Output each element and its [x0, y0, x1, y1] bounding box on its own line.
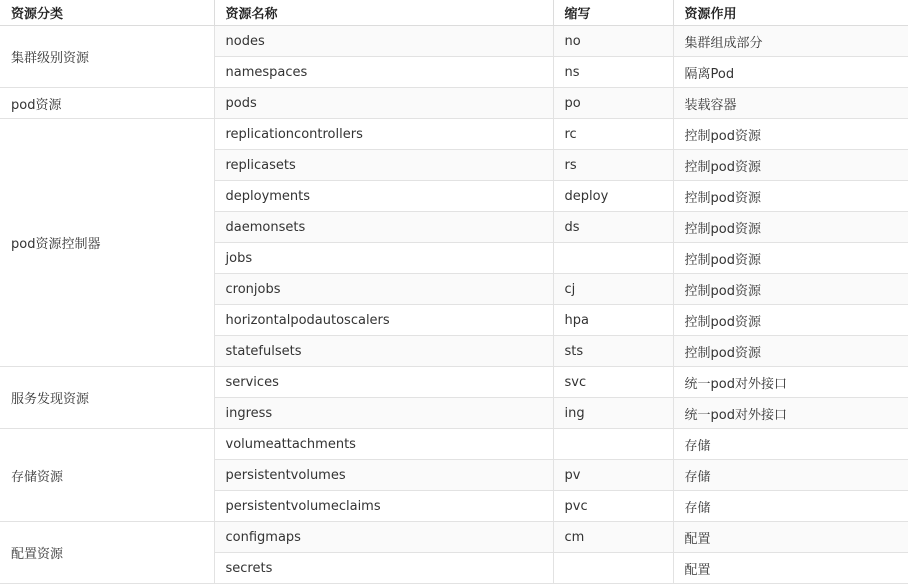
usage-cell: 控制pod资源 — [673, 181, 908, 212]
table-row — [0, 119, 908, 150]
short-name-cell: cm — [553, 522, 673, 553]
resource-name-cell: persistentvolumes — [214, 460, 553, 491]
resource-name-cell: deployments — [214, 181, 553, 212]
short-name-cell — [553, 553, 673, 584]
short-name-cell: hpa — [553, 305, 673, 336]
table-row — [0, 88, 908, 119]
header-row — [0, 0, 908, 26]
category-cell: pod资源控制器 — [0, 119, 214, 367]
short-name-cell: no — [553, 26, 673, 57]
usage-cell: 控制pod资源 — [673, 274, 908, 305]
usage-cell: 装载容器 — [673, 88, 908, 119]
short-name-cell: sts — [553, 336, 673, 367]
short-name-cell — [553, 429, 673, 460]
usage-cell: 隔离Pod — [673, 57, 908, 88]
resource-name-cell: nodes — [214, 26, 553, 57]
short-name-cell: rc — [553, 119, 673, 150]
resource-name-cell: services — [214, 367, 553, 398]
resource-name-cell: namespaces — [214, 57, 553, 88]
table-row — [0, 26, 908, 57]
resource-name-cell: cronjobs — [214, 274, 553, 305]
table-row — [0, 367, 908, 398]
resource-name-cell: persistentvolumeclaims — [214, 491, 553, 522]
usage-cell: 控制pod资源 — [673, 212, 908, 243]
table-header — [0, 0, 908, 26]
usage-cell: 存储 — [673, 491, 908, 522]
category-cell: 配置资源 — [0, 522, 214, 584]
usage-cell: 控制pod资源 — [673, 243, 908, 274]
resource-name-cell: volumeattachments — [214, 429, 553, 460]
short-name-cell: pvc — [553, 491, 673, 522]
short-name-cell — [553, 243, 673, 274]
usage-cell: 统一pod对外接口 — [673, 398, 908, 429]
usage-cell: 控制pod资源 — [673, 150, 908, 181]
usage-cell: 控制pod资源 — [673, 336, 908, 367]
resource-name-cell: horizontalpodautoscalers — [214, 305, 553, 336]
usage-cell: 控制pod资源 — [673, 119, 908, 150]
usage-cell: 集群组成部分 — [673, 26, 908, 57]
short-name-cell: svc — [553, 367, 673, 398]
short-name-cell: deploy — [553, 181, 673, 212]
category-cell: 存储资源 — [0, 429, 214, 522]
table-row — [0, 429, 908, 460]
short-name-cell: ns — [553, 57, 673, 88]
resource-name-cell: jobs — [214, 243, 553, 274]
header-name: 资源名称 — [214, 0, 553, 26]
resource-name-cell: daemonsets — [214, 212, 553, 243]
category-cell: pod资源 — [0, 88, 214, 119]
table-row — [0, 522, 908, 553]
short-name-cell: pv — [553, 460, 673, 491]
usage-cell: 配置 — [673, 522, 908, 553]
resource-name-cell: secrets — [214, 553, 553, 584]
header-category: 资源分类 — [0, 0, 214, 26]
resource-name-cell: configmaps — [214, 522, 553, 553]
usage-cell: 存储 — [673, 460, 908, 491]
usage-cell: 配置 — [673, 553, 908, 584]
header-usage: 资源作用 — [673, 0, 908, 26]
usage-cell: 统一pod对外接口 — [673, 367, 908, 398]
resource-name-cell: statefulsets — [214, 336, 553, 367]
category-cell: 服务发现资源 — [0, 367, 214, 429]
table-body — [0, 26, 908, 584]
usage-cell: 存储 — [673, 429, 908, 460]
resource-name-cell: pods — [214, 88, 553, 119]
resource-name-cell: replicasets — [214, 150, 553, 181]
header-short: 缩写 — [553, 0, 673, 26]
short-name-cell: po — [553, 88, 673, 119]
short-name-cell: rs — [553, 150, 673, 181]
category-cell: 集群级别资源 — [0, 26, 214, 88]
short-name-cell: ds — [553, 212, 673, 243]
resource-name-cell: ingress — [214, 398, 553, 429]
usage-cell: 控制pod资源 — [673, 305, 908, 336]
short-name-cell: ing — [553, 398, 673, 429]
resource-name-cell: replicationcontrollers — [214, 119, 553, 150]
short-name-cell: cj — [553, 274, 673, 305]
